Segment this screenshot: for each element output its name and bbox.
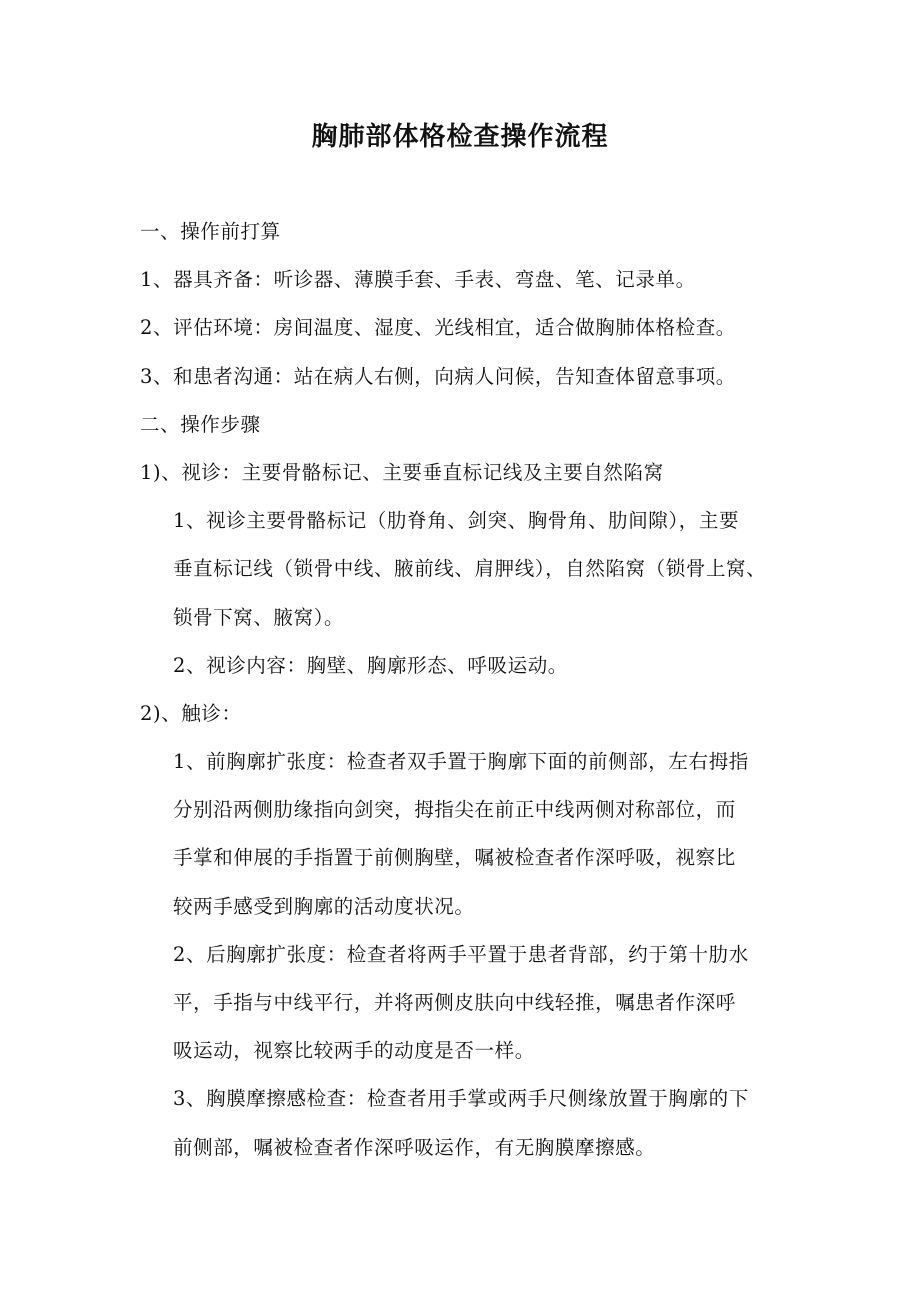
list-item: 1、器具齐备：听诊器、薄膜手套、手表、弯盘、笔、记录单。: [140, 268, 696, 292]
paragraph-line: 3、胸膜摩擦感检查：检查者用手掌或两手尺侧缘放置于胸廓的下: [173, 1087, 749, 1111]
list-item: 2、评估环境：房间温度、湿度、光线相宜，适合做胸肺体格检查。: [140, 316, 736, 340]
paragraph-line: 分别沿两侧肋缘指向剑突，拇指尖在前正中线两侧对称部位，而: [173, 798, 736, 822]
paragraph-line: 2、视诊内容：胸壁、胸廓形态、呼吸运动。: [173, 653, 568, 677]
paragraph-line: 垂直标记线（锁骨中线、腋前线、肩胛线），自然陷窝（锁骨上窝、: [173, 557, 767, 581]
section-heading: 一、操作前打算: [140, 220, 281, 243]
paragraph-line: 手掌和伸展的手指置于前侧胸壁，嘱被检查者作深呼吸，视察比: [173, 846, 736, 870]
paragraph-line: 吸运动，视察比较两手的动度是否一样。: [173, 1039, 535, 1063]
section-heading: 二、操作步骤: [140, 412, 261, 436]
document-body: [140, 208, 840, 1172]
paragraph-line: 1、前胸廓扩张度：检查者双手置于胸廓下面的前侧部，左右拇指: [173, 750, 749, 774]
paragraph-line: 前侧部，嘱被检查者作深呼吸运作，有无胸膜摩擦感。: [173, 1135, 656, 1159]
paragraph-line: 平，手指与中线平行，并将两侧皮肤向中线轻推，嘱患者作深呼: [173, 991, 736, 1014]
paragraph-line: 较两手感受到胸廓的活动度状况。: [173, 894, 475, 918]
subsection-heading: 2)、触诊：: [140, 701, 242, 725]
document-title: 胸肺部体格检查操作流程: [311, 122, 609, 152]
paragraph-line: 2、后胸廓扩张度：检查者将两手平置于患者背部，约于第十肋水: [173, 942, 749, 966]
subsection-heading: 1)、视诊：主要骨骼标记、主要垂直标记线及主要自然陷窝: [140, 460, 664, 484]
paragraph-line: 锁骨下窝、腋窝）。: [173, 605, 345, 629]
paragraph-line: 1、视诊主要骨骼标记（肋脊角、剑突、胸骨角、肋间隙），主要: [173, 509, 740, 533]
list-item: 3、和患者沟通：站在病人右侧，向病人问候，告知查体留意事项。: [140, 364, 736, 388]
